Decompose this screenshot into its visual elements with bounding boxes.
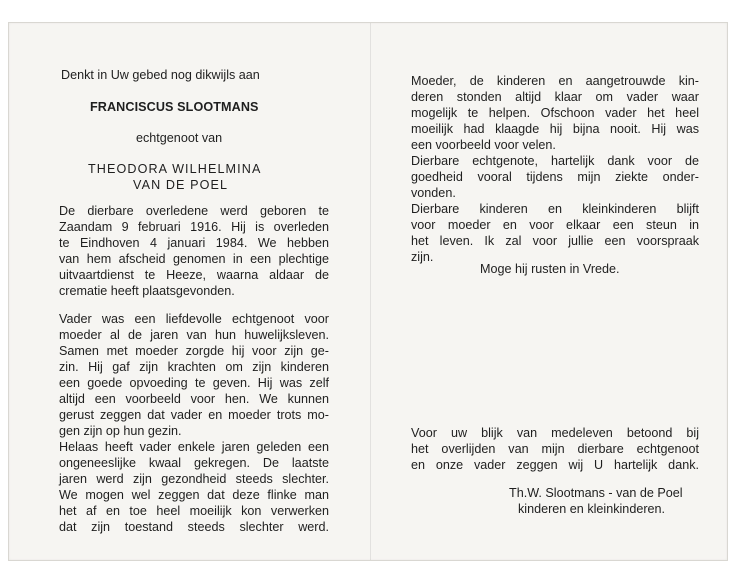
deceased-name: FRANCISCUS SLOOTMANS — [90, 100, 259, 114]
text-line: goedheid vooral tijdens mijn ziekte onder- — [411, 170, 699, 184]
spouse-name-line1: THEODORA WILHELMINA — [88, 162, 262, 176]
text-line: jaren werd zijn gezondheid steeds slechter. — [59, 472, 329, 486]
text-line: Dierbare echtgenote, hartelijk dank voor de — [411, 154, 699, 168]
memorial-card — [8, 22, 728, 561]
text-line: De dierbare overledene werd geboren te — [59, 204, 329, 218]
signature-family-line: kinderen en kleinkinderen. — [518, 502, 666, 516]
text-line: altijd een voorbeeld voor hen. We kunnen — [59, 392, 329, 406]
spouse-name-line2: VAN DE POEL — [133, 178, 229, 192]
text-line: het overlijden van mijn dierbare echtgenoot — [411, 442, 699, 456]
text-line: van hem afscheid genomen in een plechtige — [59, 252, 329, 266]
signature-line: Th.W. Slootmans - van de Poel — [509, 486, 683, 500]
text-line: en onze vader zeggen wij U hartelijk dank. — [411, 458, 699, 472]
text-line: Samen met moeder zorgde hij voor zijn ge- — [59, 344, 329, 358]
text-line: het af en toe heel moeilijk kon verwerken — [59, 504, 329, 518]
text-line: Vader was een liefdevolle echtgenoot voor — [59, 312, 329, 326]
text-line: Moeder, de kinderen en aangetrouwde kin- — [411, 74, 699, 88]
center-fold — [370, 23, 371, 560]
text-line: zin. Hij gaf zijn krachten om zijn kinderen — [59, 360, 329, 374]
text-line: uitvaartdienst te Heeze, waarna aldaar de — [59, 268, 329, 282]
intro-line: Denkt in Uw gebed nog dikwijls aan — [61, 68, 260, 82]
text-line: Voor uw blijk van medeleven betoond bij — [411, 426, 699, 440]
text-line: vonden. — [411, 186, 456, 200]
text-line: mogelijk te helpen. Ofschoon vader het heel — [411, 106, 699, 120]
text-line: gerust zeggen dat vader en moeder trots mo- — [59, 408, 329, 422]
text-line: ongeneeslijke kwaal gekregen. De laatste — [59, 456, 329, 470]
text-line: gen zijn op hun gezin. — [59, 424, 182, 438]
text-line: Zaandam 9 februari 1916. Hij is overleden — [59, 220, 329, 234]
text-line: Dierbare kinderen en kleinkinderen blijft — [411, 202, 699, 216]
rest-in-peace-line: Moge hij rusten in Vrede. — [480, 262, 620, 276]
text-line: het leven. Ik zal voor jullie een voorspraak — [411, 234, 699, 248]
text-line: moeder al de jaren van hun huwelijksleven. — [59, 328, 329, 342]
text-line: We mogen wel zeggen dat deze flinke man — [59, 488, 329, 502]
text-line: voor moeder en voor elkaar een steun in — [411, 218, 699, 232]
text-line: te Eindhoven 4 januari 1984. We hebben — [59, 236, 329, 250]
text-line: een voorbeeld voor velen. — [411, 138, 556, 152]
text-line: deren stonden altijd klaar om vader waar — [411, 90, 699, 104]
text-line: dat zijn toestand steeds slechter werd. — [59, 520, 329, 534]
text-line: Helaas heeft vader enkele jaren geleden een — [59, 440, 329, 454]
text-line: crematie heeft plaatsgevonden. — [59, 284, 235, 298]
text-line: zijn. — [411, 250, 434, 264]
text-line: een goede opvoeding te geven. Hij was zelf — [59, 376, 329, 390]
relation-line: echtgenoot van — [136, 131, 223, 145]
text-line: moeilijk had klaagde hij bijna nooit. Hij was — [411, 122, 699, 136]
